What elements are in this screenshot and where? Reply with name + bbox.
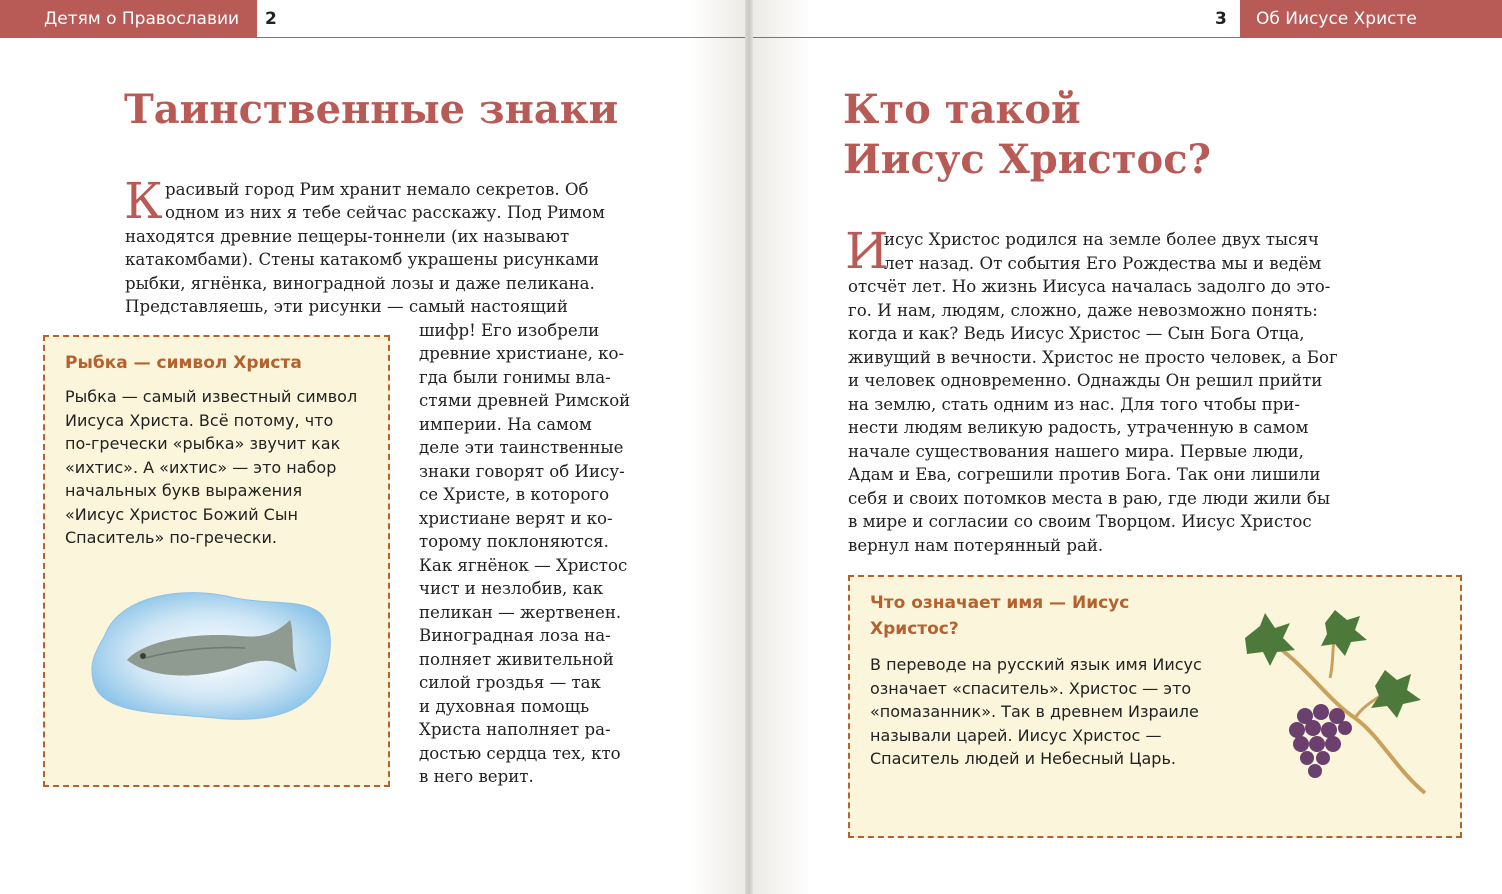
text-line: нести людям великую радость, утраченную в самом — [848, 418, 1309, 437]
right-page-number: 3 — [1215, 9, 1227, 29]
text-line: и духовная помощь — [419, 697, 590, 716]
text-line: называли царей. Иисус Христос — — [870, 726, 1162, 745]
text-line: «Иисус Христос Божий Сын — [65, 505, 298, 524]
right-page-title-line2: Иисус Христос? — [843, 136, 1211, 183]
right-running-header: Об Иисусе Христе — [1240, 0, 1502, 38]
left-page-number: 2 — [265, 9, 277, 29]
text-line: в него верит. — [419, 767, 534, 786]
text-line: живущий в вечности. Христос не просто человек, а Бог — [848, 348, 1338, 367]
text-line: одном из них я тебе сейчас расскажу. Под Римом — [165, 203, 605, 222]
left-dropcap: К — [124, 172, 163, 230]
text-line: и человек одновременно. Однажды Он решил прийти — [848, 371, 1323, 390]
text-line: знаки говорят об Иису- — [419, 462, 625, 481]
text-line: Спаситель» по-гречески. — [65, 528, 277, 547]
text-line: находятся древние пещеры-тоннели (их называют — [125, 227, 570, 246]
text-line: Иисуса Христа. Всё потому, что — [65, 411, 334, 430]
text-line: Христа наполняет ра- — [419, 720, 611, 739]
text-line: начальных букв выражения — [65, 481, 303, 500]
text-line: пеликан — жертвенен. — [419, 603, 622, 622]
text-line: Рыбка — самый известный символ — [65, 387, 358, 406]
book-spine — [745, 0, 753, 894]
text-line: «ихтис». А «ихтис» — это набор — [65, 458, 337, 477]
text-line: чист и незлобив, как — [419, 579, 604, 598]
text-line: го. И нам, людям, сложно, даже невозможно понять: — [848, 301, 1318, 320]
text-line: силой гроздья — так — [419, 673, 601, 692]
text-line: начале существования нашего мира. Первые люди, — [848, 442, 1304, 461]
name-infobox-title-line1: Что означает имя — Иисус — [870, 593, 1130, 613]
text-line: лет назад. От события Его Рождества мы и ведём — [884, 254, 1322, 273]
text-line: империи. На самом — [419, 415, 592, 434]
fish-icon — [85, 580, 340, 730]
text-line: Виноградная лоза на- — [419, 626, 611, 645]
text-line: отсчёт лет. Но жизнь Иисуса началась задолго до это- — [848, 277, 1331, 296]
text-line: Представляешь, эти рисунки — самый настоящий — [125, 297, 568, 316]
left-header-rule — [257, 37, 745, 38]
text-line: в мире и согласии со своим Творцом. Иисус Христос — [848, 512, 1312, 531]
text-line: се Христе, в которого — [419, 485, 610, 504]
text-line: катакомбами). Стены катакомб украшены рисунками — [125, 250, 600, 269]
left-page-title: Таинственные знаки — [124, 86, 619, 133]
text-line: гда были гонимы вла- — [419, 368, 611, 387]
text-line: по-гречески «рыбка» звучит как — [65, 434, 341, 453]
text-line: Как ягнёнок — Христос — [419, 556, 628, 575]
text-line: расивый город Рим хранит немало секретов. Об — [165, 180, 589, 199]
text-line: В переводе на русский язык имя Иисус — [870, 655, 1202, 674]
text-line: деле эти таинственные — [419, 438, 624, 457]
right-header-rule — [753, 37, 1240, 38]
text-line: означает «спаситель». Христос — это — [870, 679, 1192, 698]
text-line: на землю, стать одним из нас. Для того чтобы при- — [848, 395, 1300, 414]
text-line: древние христиане, ко- — [419, 344, 625, 363]
text-line: рыбки, ягнёнка, виноградной лозы и даже пеликана. — [125, 274, 595, 293]
text-line: стями древней Римской — [419, 391, 631, 410]
fish-infobox-title: Рыбка — символ Христа — [65, 353, 302, 373]
right-dropcap: И — [845, 222, 889, 280]
text-line: когда и как? Ведь Иисус Христос — Сын Бога Отца, — [848, 324, 1305, 343]
right-page-title-line1: Кто такой — [843, 86, 1081, 133]
text-line: Адам и Ева, согрешили против Бога. Так они лишили — [848, 465, 1321, 484]
text-line: вернул нам потерянный рай. — [848, 536, 1104, 555]
text-line: шифр! Его изобрели — [419, 321, 600, 340]
text-line: торому поклоняются. — [419, 532, 609, 551]
left-running-header: Детям о Православии — [0, 0, 257, 38]
grapevine-icon — [1235, 608, 1435, 808]
name-infobox-title-line2: Христос? — [870, 619, 959, 639]
text-line: Спаситель людей и Небесный Царь. — [870, 749, 1176, 768]
text-line: достью сердца тех, кто — [419, 744, 621, 763]
text-line: христиане верят и ко- — [419, 509, 613, 528]
text-line: полняет живительной — [419, 650, 614, 669]
text-line: «помазанник». Так в древнем Израиле — [870, 702, 1199, 721]
text-line: себя и своих потомков места в раю, где люди жили бы — [848, 489, 1331, 508]
text-line: исус Христос родился на земле более двух тысяч — [884, 230, 1319, 249]
